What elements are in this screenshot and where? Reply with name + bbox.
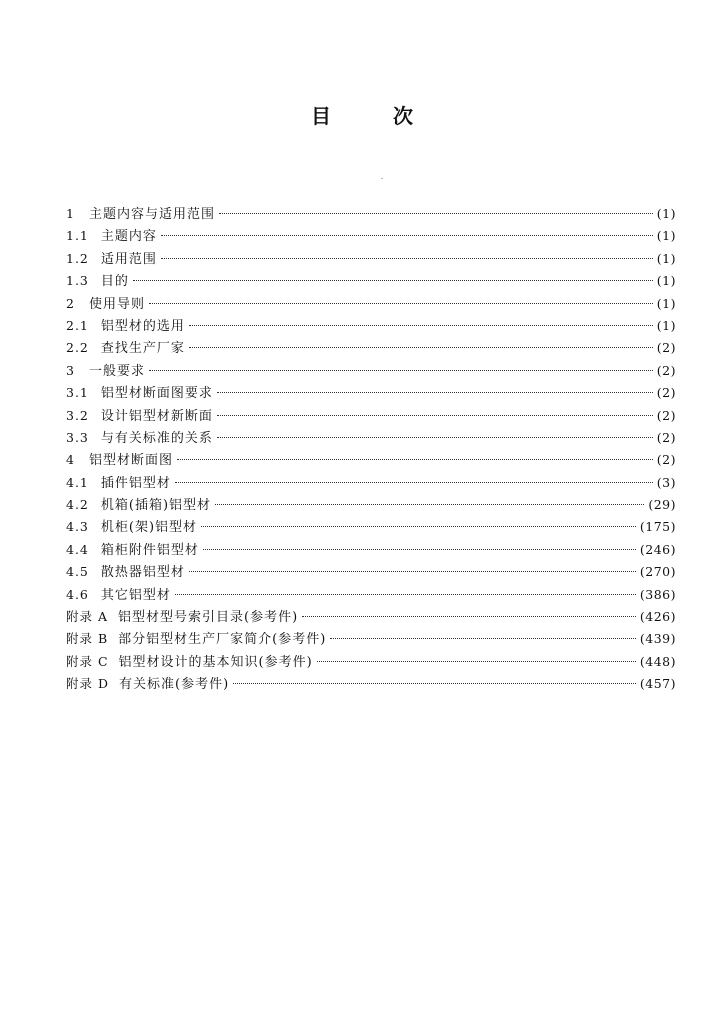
toc-dot-leader [201,526,636,527]
toc-dot-leader [133,280,653,281]
toc-entry-number: 1.2 [66,250,89,266]
toc-entry-label: 查找生产厂家 [100,341,185,357]
toc-entry-page: (246) [639,541,676,557]
toc-entry-label: 使用导则 [88,296,145,312]
toc-entry-label: 机柜(架)铝型材 [100,520,198,536]
toc-entry-page: (175) [639,519,676,535]
toc-entry-label: 其它铝型材 [100,587,171,603]
toc-entry [66,651,676,673]
toc-entry-number: 附录 C [66,653,109,669]
toc-dot-leader [175,482,653,483]
toc-entry-number: 4 [66,452,75,468]
scan-speck [381,178,383,179]
toc-entry-number: 1.3 [66,273,89,289]
toc-entry-label: 铝型材断面图要求 [100,386,213,402]
toc-entry-label: 铝型材断面图 [88,453,173,469]
toc-entry-label: 主题内容 [100,229,157,245]
toc-entry-number: 2 [66,295,75,311]
toc-entry-number: 3.1 [66,385,89,401]
toc-entry-page: (1) [656,295,676,311]
toc-entry-number: 附录 A [66,609,109,625]
toc-dot-leader [317,661,636,662]
toc-entry [66,427,676,449]
toc-entry-page: (1) [656,317,676,333]
toc-entry-label: 一般要求 [88,363,145,379]
toc-entry [66,539,676,561]
toc-entry [66,449,676,471]
toc-entry-page: (29) [648,497,676,513]
toc-dot-leader [302,616,636,617]
toc-entry-page: (2) [656,407,676,423]
toc-entry-number: 1 [66,206,75,221]
toc-entry [66,337,676,359]
toc-dot-leader [189,325,653,326]
toc-dot-leader [175,594,636,595]
toc-entry-label: 箱柜附件铝型材 [100,542,199,558]
toc-entry-page: (457) [639,676,676,692]
toc-entry-number: 3 [66,362,75,378]
toc-entry-page: (2) [656,362,676,378]
toc-entry [66,382,676,404]
toc-dot-leader [149,370,653,371]
toc-entry-number: 3.2 [66,407,89,423]
toc-dot-leader [203,549,636,550]
toc-dot-leader [161,235,653,236]
toc-entry-number: 附录 D [66,676,109,692]
toc-entry [66,248,676,270]
toc-entry [66,628,676,650]
toc-entry-label: 铝型材的选用 [100,318,185,334]
toc-entry [66,270,676,292]
page-title: 目次 [311,104,475,128]
toc-entry-label: 铝型材型号索引目录(参考件) [118,610,299,626]
toc-dot-leader [217,415,653,416]
toc-entry-label: 与有关标准的关系 [100,430,213,446]
toc-entry-label: 目的 [100,274,129,290]
toc-entry-label: 部分铝型材生产厂家简介(参考件) [118,632,327,648]
toc-dot-leader [215,504,644,505]
toc-entry-number: 4.6 [66,586,89,602]
toc-entry-label: 散热器铝型材 [100,565,185,581]
toc-entry-page: (1) [656,228,676,244]
toc-entry-page: (1) [656,206,676,221]
toc-entry-page: (426) [639,609,676,625]
toc-entry [66,584,676,606]
toc-entry-page: (2) [656,340,676,356]
toc-entry-page: (270) [639,564,676,580]
toc-entry [66,561,676,583]
toc-entry-page: (386) [639,586,676,602]
toc-entry-page: (2) [656,385,676,401]
toc-entry-page: (1) [656,273,676,289]
toc-entry [66,225,676,247]
toc-entry-number: 4.2 [66,497,89,513]
toc-entry-label: 适用范围 [100,251,157,267]
toc-entry [66,472,676,494]
toc-entry-label: 铝型材设计的基本知识(参考件) [118,654,313,670]
toc-entry-number: 4.1 [66,474,89,490]
toc-dot-leader [189,347,653,348]
toc-entry [66,494,676,516]
toc-entry-label: 设计铝型材新断面 [100,408,213,424]
toc-entry-label: 插件铝型材 [100,475,171,491]
toc-entry [66,360,676,382]
toc-entry-page: (439) [639,631,676,647]
toc-entry [66,673,676,695]
toc-entry-number: 2.1 [66,317,89,333]
table-of-contents [66,203,676,696]
toc-entry-label: 机箱(插箱)铝型材 [100,498,212,514]
toc-entry-label: 有关标准(参考件) [119,677,230,693]
toc-entry-page: (448) [639,653,676,669]
toc-entry [66,293,676,315]
toc-entry-number: 4.3 [66,519,89,535]
toc-dot-leader [219,213,653,214]
toc-entry-number: 2.2 [66,340,89,356]
toc-dot-leader [217,392,653,393]
toc-entry-number: 4.4 [66,541,89,557]
toc-entry [66,405,676,427]
toc-dot-leader [233,683,636,684]
toc-entry [66,606,676,628]
toc-entry-page: (3) [656,474,676,490]
toc-entry-page: (2) [656,452,676,468]
toc-entry-number: 附录 B [66,631,109,647]
toc-entry [66,516,676,538]
toc-dot-leader [149,303,653,304]
toc-dot-leader [177,459,653,460]
toc-dot-leader [189,571,636,572]
toc-entry-number: 4.5 [66,564,89,580]
toc-entry-number: 3.3 [66,429,89,445]
toc-entry-page: (1) [656,250,676,266]
toc-dot-leader [217,437,653,438]
toc-dot-leader [330,638,636,639]
toc-entry [66,203,676,225]
toc-dot-leader [161,258,653,259]
toc-entry [66,315,676,337]
toc-entry-label: 主题内容与适用范围 [88,207,215,222]
toc-entry-page: (2) [656,429,676,445]
toc-entry-number: 1.1 [66,228,89,244]
